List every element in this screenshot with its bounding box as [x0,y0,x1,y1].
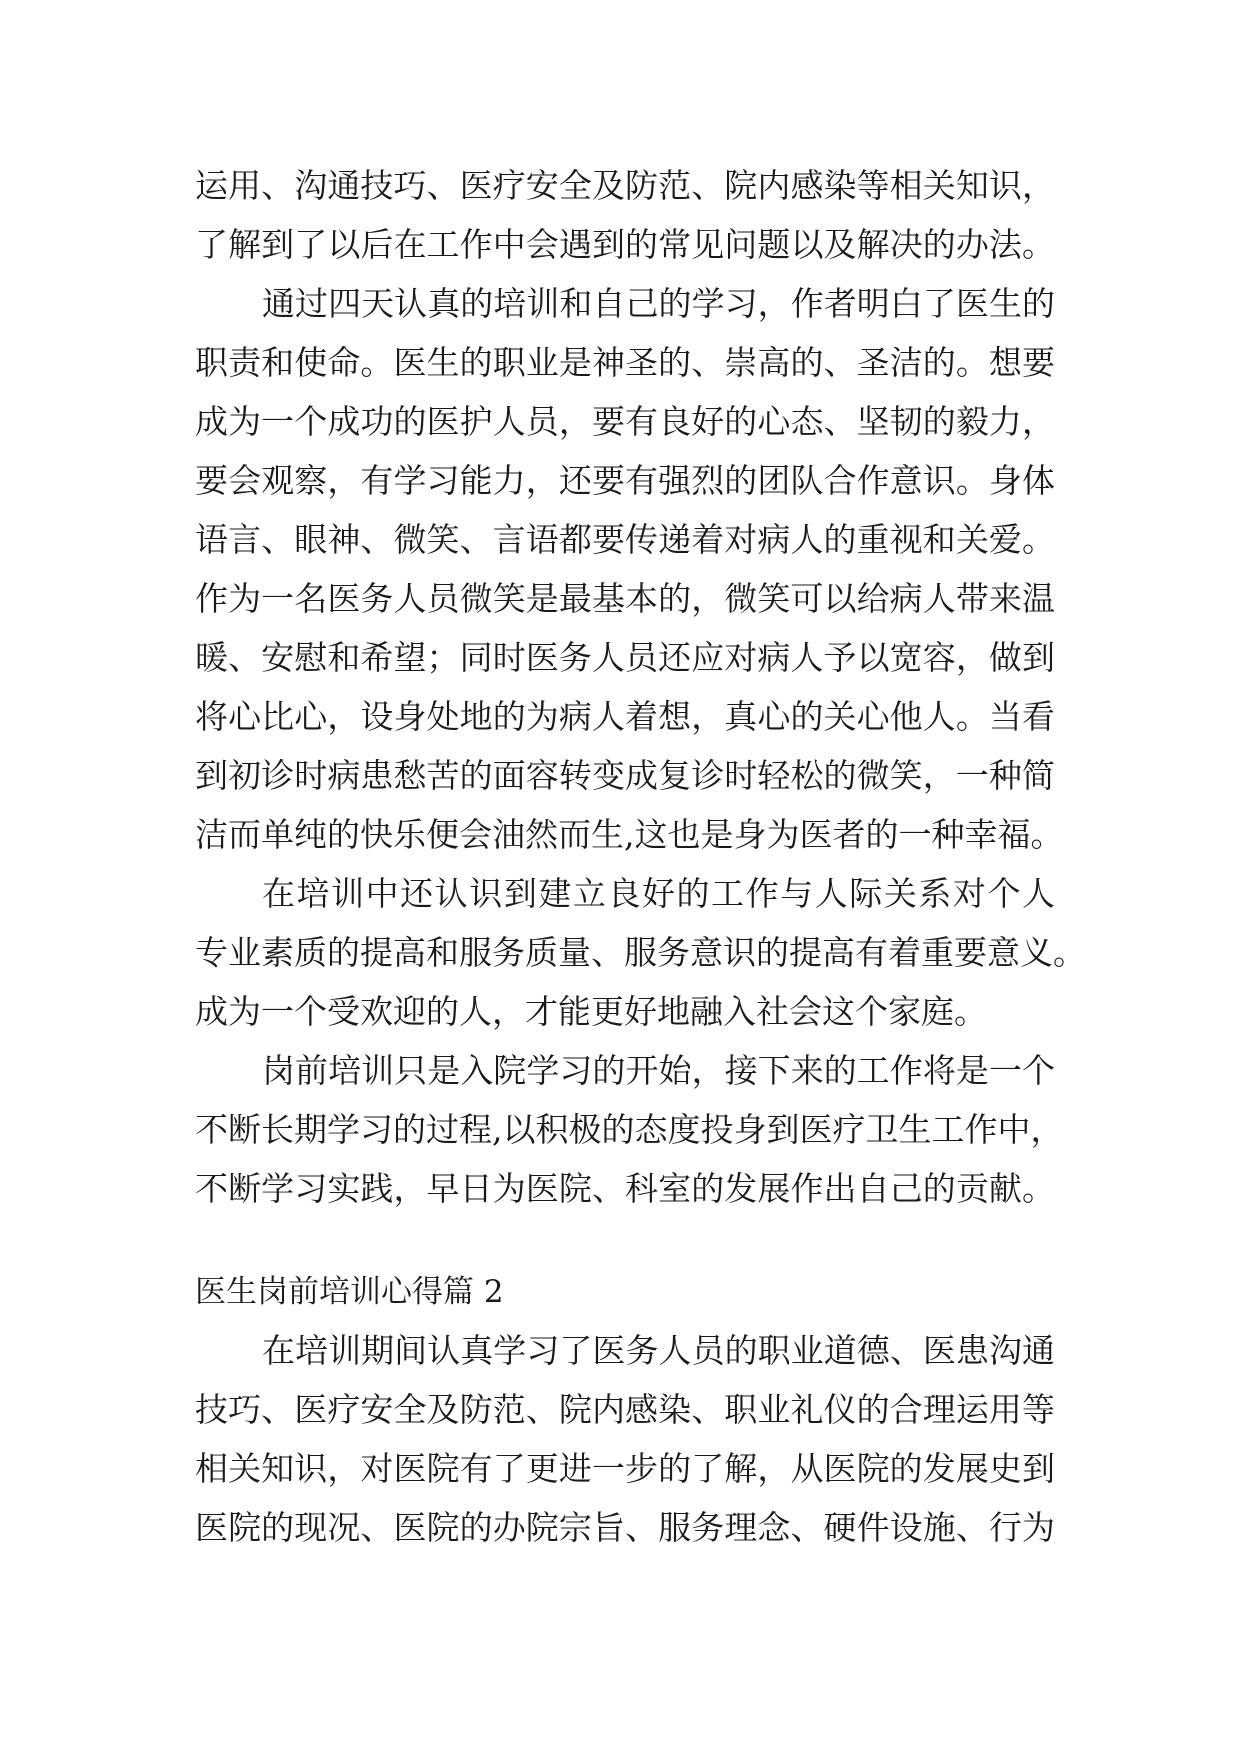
text-line: 运用、沟通技巧、医疗安全及防范、院内感染等相关知识， [195,166,1055,205]
text-line: 职责和使命。医生的职业是神圣的、崇高的、圣洁的。想要 [195,343,1055,382]
text-line: 技巧、医疗安全及防范、院内感染、职业礼仪的合理运用等 [195,1390,1055,1429]
text-line: 了解到了以后在工作中会遇到的常见问题以及解决的办法。 [195,225,1055,264]
text-line: 不断长期学习的过程,以积极的态度投身到医疗卫生工作中， [195,1110,1064,1149]
text-line: 医院的现况、医院的办院宗旨、服务理念、硬件设施、行为 [195,1508,1055,1547]
section-heading: 医生岗前培训心得篇 2 [195,1274,504,1310]
text-line: 语言、眼神、微笑、言语都要传递着对病人的重视和关爱。 [195,520,1055,559]
paragraph-first-line: 在培训期间认真学习了医务人员的职业道德、医患沟通 [262,1331,1055,1370]
text-line: 相关知识，对医院有了更进一步的了解，从医院的发展史到 [195,1449,1055,1488]
text-line: 洁而单纯的快乐便会油然而生,这也是身为医者的一种幸福。 [195,815,1064,854]
text-line: 要会观察，有学习能力，还要有强烈的团队合作意识。身体 [195,461,1055,500]
text-line: 将心比心，设身处地的为病人着想，真心的关心他人。当看 [195,697,1055,736]
text-line: 到初诊时病患愁苦的面容转变成复诊时轻松的微笑，一种简 [195,756,1055,795]
text-line: 作为一名医务人员微笑是最基本的，微笑可以给病人带来温 [195,579,1055,618]
text-line: 成为一个受欢迎的人，才能更好地融入社会这个家庭。 [195,992,987,1031]
paragraph-first-line: 通过四天认真的培训和自己的学习，作者明白了医生的 [262,284,1055,323]
text-line: 暖、安慰和希望；同时医务人员还应对病人予以宽容，做到 [195,638,1055,677]
text-line: 专业素质的提高和服务质量、服务意识的提高有着重要意义。 [195,933,1086,972]
paragraph-first-line: 在培训中还认识到建立良好的工作与人际关系对个人 [262,874,1055,913]
text-line: 成为一个成功的医护人员，要有良好的心态、坚韧的毅力， [195,402,1055,441]
text-line: 不断学习实践，早日为医院、科室的发展作出自己的贡献。 [195,1169,1055,1208]
paragraph-first-line: 岗前培训只是入院学习的开始，接下来的工作将是一个 [262,1051,1055,1090]
